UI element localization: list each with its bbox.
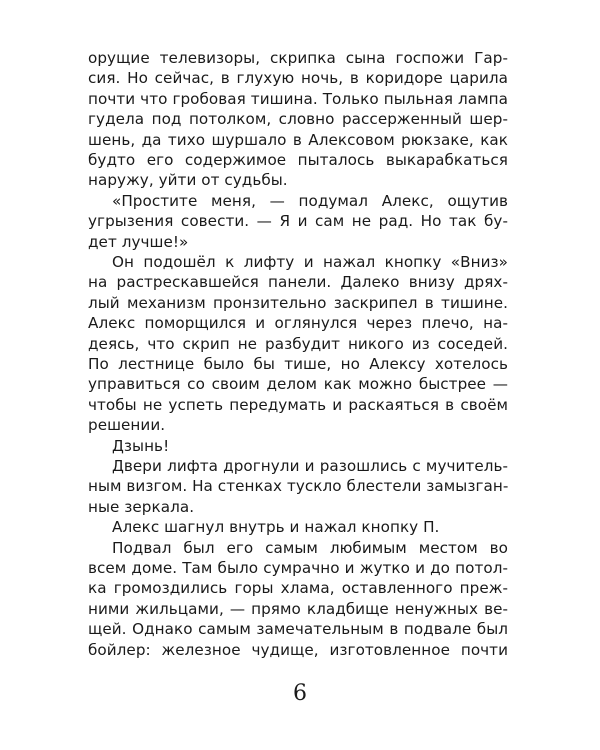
text-line: сия. Но сейчас, в глухую ночь, в коридоре царила: [88, 69, 508, 88]
text-line: чтобы не успеть передумать и раскаяться в своём: [88, 395, 508, 414]
text-line: щей. Однако самым замечательным в подвале был: [88, 620, 508, 639]
text-line: дет лучше!»: [88, 232, 189, 251]
text-line: на растрескавшейся панели. Далеко внизу дрях-: [88, 273, 508, 292]
text-line: шень, да тихо шуршало в Алексовом рюкзаке, как: [88, 130, 508, 149]
text-line: деясь, что скрип не разбудит никого из соседей.: [88, 334, 508, 353]
text-line: лый механизм пронзительно заскрипел в тишине.: [88, 293, 508, 312]
text-line: гудела под потолком, словно рассерженный шер-: [88, 110, 508, 129]
text-line: орущие телевизоры, скрипка сына госпожи Гар-: [88, 49, 508, 67]
text-line: управиться со своим делом как можно быстрее —: [88, 375, 508, 394]
page-number: 6: [293, 681, 307, 706]
text-line: будто его содержимое пыталось выкарабкаться: [88, 151, 508, 169]
text-line: Алекс поморщился и оглянулся через плечо, на-: [88, 314, 508, 333]
text-line: ка громоздились горы хлама, оставленного преж-: [88, 579, 508, 598]
text-line: угрызения совести. — Я и сам не рад. Но так бу-: [88, 212, 508, 231]
text-line: Он подошёл к лифту и нажал кнопку «Вниз»: [112, 253, 508, 271]
text-line: ным визгом. На стенках тускло блестели замызган-: [88, 477, 509, 496]
text-line: Подвал был его самым любимым местом во: [112, 538, 508, 557]
text-line: наружу, уйти от судьбы.: [88, 171, 288, 190]
text-line: ные зеркала.: [88, 497, 195, 516]
text-line: Дзынь!: [112, 436, 170, 455]
text-line: Двери лифта дрогнули и разошлись с мучитель-: [112, 457, 508, 475]
text-line: По лестнице было бы тише, но Алексу хотелось: [88, 355, 508, 373]
text-line: бойлер: железное чудище, изготовленное почти: [88, 640, 508, 659]
text-line: «Простите меня, — подумал Алекс, ощутив: [112, 191, 508, 210]
text-line: всем доме. Там было сумрачно и жутко и до потол-: [88, 559, 508, 577]
text-line: ними жильцами, — прямо кладбище ненужных ве-: [88, 599, 508, 618]
text-line: почти что гробовая тишина. Только пыльная лампа: [88, 89, 508, 108]
text-line: решении.: [88, 416, 166, 435]
text-line: Алекс шагнул внутрь и нажал кнопку П.: [112, 518, 440, 537]
